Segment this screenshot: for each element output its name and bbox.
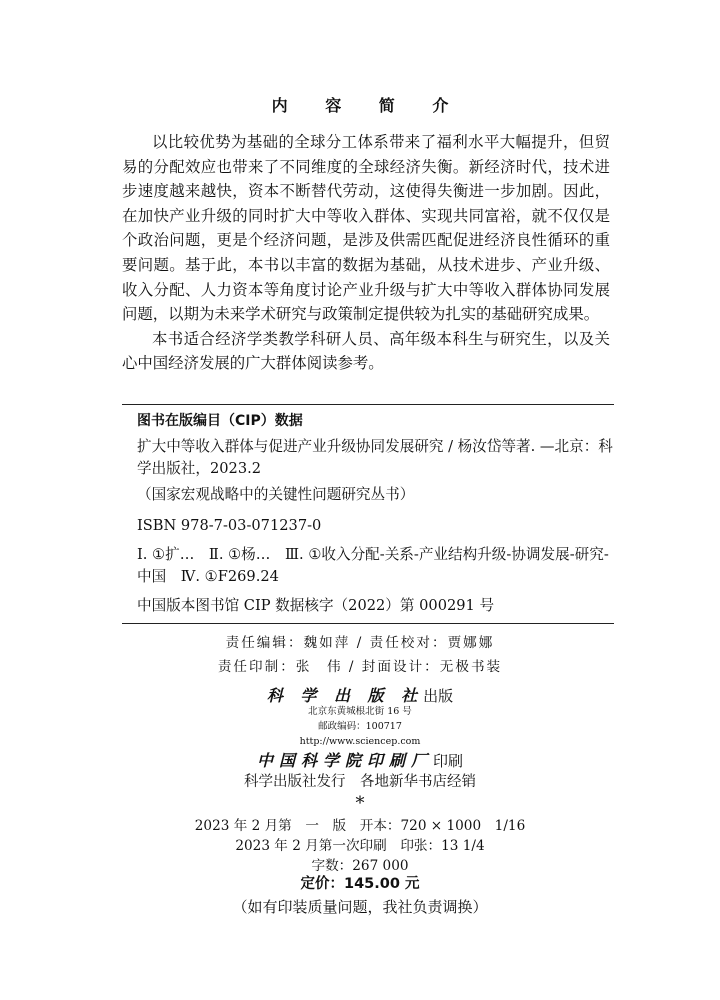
production-credits: 责任印制：张 伟 / 封面设计：无极书装 [217, 659, 503, 675]
printer-action: 印刷 [433, 752, 464, 770]
cip-top-divider [122, 404, 614, 405]
cip-title-line: 扩大中等收入群体与促进产业升级协同发展研究 / 杨汝岱等著. —北京：科学出版社，2023.2 [137, 438, 613, 477]
summary-body [122, 130, 610, 376]
publisher-action: 出版 [423, 687, 454, 705]
publisher-logo-text: 科 学 出 版 社 [266, 686, 424, 705]
cip-classification: Ⅰ. ①扩… Ⅱ. ①杨… Ⅲ. ①收入分配-关系-产业结构升级-协调发展-研究-中国 Ⅳ. ①F269.24 [137, 546, 609, 585]
cip-isbn: ISBN 978-7-03-071237-0 [137, 517, 322, 534]
cip-number: 中国版本图书馆 CIP 数据核字（2022）第 000291 号 [137, 597, 495, 614]
cip-bottom-divider [122, 623, 614, 624]
separator-star: * [355, 793, 365, 814]
price: 定价：145.00 元 [300, 876, 420, 892]
editor-credits: 责任编辑：魏如萍 / 责任校对：贾娜娜 [225, 635, 495, 651]
cip-heading: 图书在版编目（CIP）数据 [137, 413, 303, 429]
publisher-address: 北京东黄城根北街 16 号 [308, 706, 412, 717]
printer-logo-text: 中国科学院印刷厂 [256, 751, 433, 770]
edition-line: 2023 年 2 月第 一 版 开本：720 × 1000 1/16 [194, 818, 526, 834]
cip-series: （国家宏观战略中的关键性问题研究丛书） [137, 486, 415, 503]
publisher-url: http://www.sciencep.com [299, 736, 421, 747]
summary-paragraph-1: 以比较优势为基础的全球分工体系带来了福利水平大幅提升，但贸易的分配效应也带来了不同维度的全球经济失衡。新经济时代，技术进步速度越来越快，资本不断替代劳动，这使得失衡进一步加剧。因此，在加快产业升级的同时扩大中等收入群体、实现共同富裕，就不仅仅是个政治问题，更是个经济问题，是涉及供需匹配促进经济良性循环的重要问题。基于此，本书以丰富的数据为基础，从技术进步、产业升级、收入分配、人力资本等角度讨论产业升级与扩大中等收入群体协同发展问题，以期为未来学术研究与政策制定提供较为扎实的基础研究成果。 [122, 133, 610, 324]
summary-title: 内 容 简 介 [271, 96, 465, 115]
publisher-postcode: 邮政编码：100717 [318, 721, 402, 732]
printing-line: 2023 年 2 月第一次印刷 印张：13 1/4 [235, 838, 485, 854]
publisher-line [0, 683, 720, 706]
quality-notice: （如有印装质量问题，我社负责调换） [232, 898, 488, 916]
summary-paragraph-2: 本书适合经济学类教学科研人员、高年级本科生与研究生，以及关心中国经济发展的广大群体阅读参考。 [122, 329, 610, 373]
word-count: 字数：267 000 [311, 858, 409, 874]
distribution-line: 科学出版社发行 各地新华书店经销 [244, 774, 476, 790]
printer-line [0, 748, 720, 771]
